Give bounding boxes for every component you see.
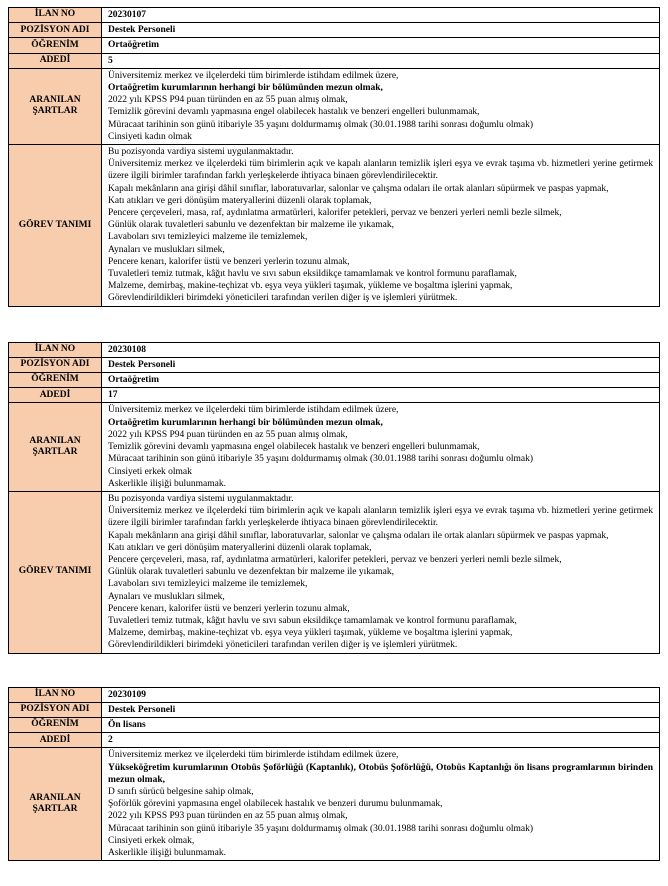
table-row bbox=[9, 702, 660, 717]
text-line: Tuvaletleri temiz tutmak, kâğıt havlu ve sıvı sabun eksildikçe tamamlamak ve kontrol formunu paraflamak, bbox=[108, 615, 517, 626]
field-label-adedi: ADEDİ bbox=[9, 388, 102, 403]
text-line: Pencere kenarı, kalorifer üstü ve benzeri yerlerin tozunu almak, bbox=[108, 603, 350, 614]
text-line: Aynaları ve muslukları silmek, bbox=[108, 244, 225, 255]
field-label-aranilan-sartlar: ARANILAN ŞARTLAR bbox=[9, 403, 102, 491]
text-line: Günlük olarak tuvaletleri sabunlu ve dezenfektan bir malzeme ile yıkamak, bbox=[108, 220, 394, 231]
field-label-ogrenim: ÖĞRENİM bbox=[9, 717, 102, 732]
text-line: Temizlik görevini devamlı yapmasına engel olabilecek hastalık ve benzeri engelleri bulunmamak, bbox=[108, 442, 480, 453]
table-row bbox=[9, 53, 660, 68]
text-line: Lavaboları sıvı temizleyici malzeme ile temizlemek, bbox=[108, 579, 308, 590]
text-line: Görevlendirildikleri birimdeki yöneticileri tarafından verilen diğer iş ve işlemleri yürütmek. bbox=[108, 293, 458, 304]
text-line: Bu pozisyonda vardiya sistemi uygulanmaktadır. bbox=[108, 147, 294, 158]
text-line: Kapalı mekânların ana girişi dâhil sınıflar, laboratuvarlar, salonlar ve çalışma odaları ile ortak alanları süpürmek ve paspas yapmak, bbox=[108, 530, 609, 541]
field-value-pozisyon-adi: Destek Personeli bbox=[102, 357, 660, 372]
text-line: Ortaöğretim kurumlarının herhangi bir bölümünden mezun olmak, bbox=[108, 83, 383, 94]
text-line: Müracaat tarihinin son günü itibariyle 35 yaşını doldurmamış olmak (30.01.1988 tarihi sonrası doğumlu olmak) bbox=[108, 119, 534, 130]
field-label-gorev-tanimi: GÖREV TANIMI bbox=[9, 145, 102, 307]
field-label-ilan-no: İLAN NO bbox=[9, 342, 102, 357]
field-value-ogrenim: Ortaöğretim bbox=[102, 38, 660, 53]
text-line: Yükseköğretim kurumlarının Otobüs Şoförlüğü (Kaptanlık), Otobüs Şoförlüğü, Otobüs Kaptanlığı ön lisans programlarının birinden mezun olmak, bbox=[108, 762, 653, 785]
table-row bbox=[9, 145, 660, 307]
text-line: Üniversitemiz merkez ve ilçelerdeki tüm birimlerin açık ve kapalı alanların temizlik işleri eşya ve evrak taşıma vb. hizmetleri yerine getirmek üzere ilgili birimler tarafından farklı yerleşkelerde ihtiyaca binaen görevlendirilecektir. bbox=[108, 506, 653, 529]
text-line: Aynaları ve muslukları silmek, bbox=[108, 591, 225, 602]
table-row bbox=[9, 38, 660, 53]
text-line: 2022 yılı KPSS P93 puan türünden en az 55 puan almış olmak, bbox=[108, 811, 348, 822]
text-line: 2022 yılı KPSS P94 puan türünden en az 55 puan almış olmak, bbox=[108, 429, 348, 440]
table-row bbox=[9, 403, 660, 491]
text-line: D sınıfı sürücü belgesine sahip olmak, bbox=[108, 786, 254, 797]
field-label-ilan-no: İLAN NO bbox=[9, 8, 102, 23]
field-value-pozisyon-adi: Destek Personeli bbox=[102, 702, 660, 717]
field-label-ilan-no: İLAN NO bbox=[9, 687, 102, 702]
table-row bbox=[9, 733, 660, 748]
text-line: Pencere çerçeveleri, masa, raf, aydınlatma armatürleri, kalorifer petekleri, pervaz ve benzeri yerleri nemli bezle silmek, bbox=[108, 554, 562, 565]
field-value-gorev-tanimi bbox=[102, 491, 660, 653]
field-label-pozisyon-adi: POZİSYON ADI bbox=[9, 23, 102, 38]
text-line: Üniversitemiz merkez ve ilçelerdeki tüm birimlerde istihdam edilmek üzere, bbox=[108, 405, 399, 416]
text-line: Pencere kenarı, kalorifer üstü ve benzeri yerlerin tozunu almak, bbox=[108, 256, 350, 267]
text-line: Günlük olarak tuvaletleri sabunlu ve dezenfektan bir malzeme ile yıkamak, bbox=[108, 567, 394, 578]
table-row bbox=[9, 491, 660, 653]
text-line: Lavaboları sıvı temizleyici malzeme ile temizlemek, bbox=[108, 232, 308, 243]
text-line: Pencere çerçeveleri, masa, raf, aydınlatma armatürleri, kalorifer petekleri, pervaz ve benzeri yerleri nemli bezle silmek, bbox=[108, 208, 562, 219]
table-row bbox=[9, 357, 660, 372]
text-line: Cinsiyeti erkek olmak, bbox=[108, 835, 195, 846]
job-posting-table-20230108 bbox=[8, 342, 660, 654]
text-line: Görevlendirildikleri birimdeki yöneticileri tarafından verilen diğer iş ve işlemleri yürütmek. bbox=[108, 640, 458, 651]
text-line: Malzeme, demirbaş, makine-teçhizat vb. eşya veya yükleri taşımak, yükleme ve boşaltma işlerini yapmak, bbox=[108, 281, 513, 292]
table-row bbox=[9, 8, 660, 23]
field-value-adedi: 5 bbox=[102, 53, 660, 68]
table-row bbox=[9, 342, 660, 357]
table-row bbox=[9, 373, 660, 388]
text-line: Katı atıkları ve geri dönüşüm materyallerini düzenli olarak toplamak, bbox=[108, 542, 372, 553]
field-value-ilan-no: 20230109 bbox=[102, 687, 660, 702]
job-posting-table-20230109 bbox=[8, 687, 660, 862]
table-row bbox=[9, 388, 660, 403]
table-row bbox=[9, 687, 660, 702]
field-value-adedi: 2 bbox=[102, 733, 660, 748]
field-label-aranilan-sartlar: ARANILAN ŞARTLAR bbox=[9, 68, 102, 144]
text-line: Şoförlük görevini yapmasına engel olabilecek hastalık ve benzeri durumu bulunmamak, bbox=[108, 799, 443, 810]
field-label-pozisyon-adi: POZİSYON ADI bbox=[9, 702, 102, 717]
field-label-pozisyon-adi: POZİSYON ADI bbox=[9, 357, 102, 372]
text-line: Cinsiyeti erkek olmak bbox=[108, 466, 192, 477]
text-line: Malzeme, demirbaş, makine-teçhizat vb. eşya veya yükleri taşımak, yükleme ve boşaltma işlerini yapmak, bbox=[108, 628, 513, 639]
text-line: Katı atıkları ve geri dönüşüm materyallerini düzenli olarak toplamak, bbox=[108, 195, 372, 206]
field-label-adedi: ADEDİ bbox=[9, 733, 102, 748]
field-value-ilan-no: 20230108 bbox=[102, 342, 660, 357]
table-row bbox=[9, 23, 660, 38]
field-label-gorev-tanimi: GÖREV TANIMI bbox=[9, 491, 102, 653]
field-value-ogrenim: Ön lisans bbox=[102, 717, 660, 732]
field-value-ogrenim: Ortaöğretim bbox=[102, 373, 660, 388]
field-label-adedi: ADEDİ bbox=[9, 53, 102, 68]
field-value-aranilan-sartlar bbox=[102, 403, 660, 491]
text-line: Askerlikle ilişiği bulunmamak. bbox=[108, 847, 226, 858]
field-value-aranilan-sartlar bbox=[102, 748, 660, 861]
text-line: Ortaöğretim kurumlarının herhangi bir bölümünden mezun olmak, bbox=[108, 417, 383, 428]
field-label-aranilan-sartlar: ARANILAN ŞARTLAR bbox=[9, 748, 102, 861]
text-line: Müracaat tarihinin son günü itibariyle 35 yaşını doldurmamış olmak (30.01.1988 tarihi sonrası doğumlu olmak) bbox=[108, 454, 534, 465]
text-line: Üniversitemiz merkez ve ilçelerdeki tüm birimlerde istihdam edilmek üzere, bbox=[108, 750, 399, 761]
field-value-ilan-no: 20230107 bbox=[102, 8, 660, 23]
text-line: Bu pozisyonda vardiya sistemi uygulanmaktadır. bbox=[108, 493, 294, 504]
field-value-adedi: 17 bbox=[102, 388, 660, 403]
field-value-pozisyon-adi: Destek Personeli bbox=[102, 23, 660, 38]
text-line: Tuvaletleri temiz tutmak, kâğıt havlu ve sıvı sabun eksildikçe tamamlamak ve kontrol formunu paraflamak, bbox=[108, 269, 517, 280]
table-row bbox=[9, 717, 660, 732]
text-line: Kapalı mekânların ana girişi dâhil sınıflar, laboratuvarlar, salonlar ve çalışma odaları ile ortak alanları süpürmek ve paspas yapmak, bbox=[108, 183, 609, 194]
table-row bbox=[9, 748, 660, 861]
text-line: Üniversitemiz merkez ve ilçelerdeki tüm birimlerde istihdam edilmek üzere, bbox=[108, 70, 399, 81]
text-line: Cinsiyeti kadın olmak bbox=[108, 131, 192, 142]
text-line: Askerlikle ilişiği bulunmamak. bbox=[108, 478, 226, 489]
field-value-aranilan-sartlar bbox=[102, 68, 660, 144]
job-posting-table-20230107 bbox=[8, 7, 660, 307]
table-row bbox=[9, 68, 660, 144]
text-line: Müracaat tarihinin son günü itibariyle 35 yaşını doldurmamış olmak (30.01.1988 tarihi sonrası doğumlu olmak) bbox=[108, 823, 534, 834]
text-line: 2022 yılı KPSS P94 puan türünden en az 55 puan almış olmak, bbox=[108, 95, 348, 106]
text-line: Temizlik görevini devamlı yapmasına engel olabilecek hastalık ve benzeri engelleri bulunmamak, bbox=[108, 107, 480, 118]
text-line: Üniversitemiz merkez ve ilçelerdeki tüm birimlerin açık ve kapalı alanların temizlik işleri eşya ve evrak taşıma vb. hizmetleri yerine getirmek üzere ilgili birimler tarafından farklı yerleşkelerde ihtiyaca binaen görevlendirilecektir. bbox=[108, 159, 653, 182]
field-value-gorev-tanimi bbox=[102, 145, 660, 307]
field-label-ogrenim: ÖĞRENİM bbox=[9, 38, 102, 53]
field-label-ogrenim: ÖĞRENİM bbox=[9, 373, 102, 388]
